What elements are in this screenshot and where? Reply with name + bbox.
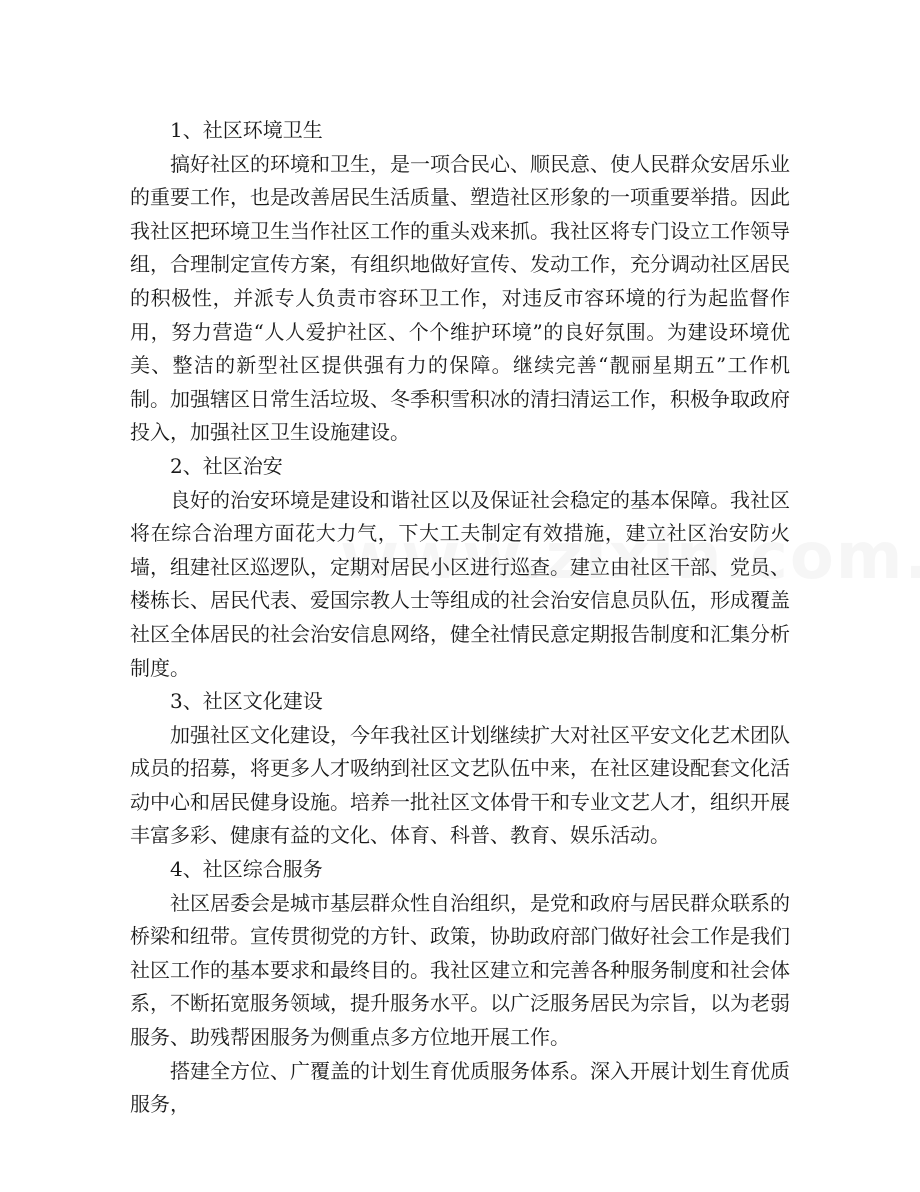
paragraph-culture: 加强社区文化建设，今年我社区计划继续扩大对社区平安文化艺术团队成员的招募，将更多人才吸纳到社区文艺队伍中来，在社区建设配套文化活动中心和居民健身设施。培养一批社区文体骨干和专业文艺人才，组织开展丰富多彩、健康有益的文化、体育、科普、教育、娱乐活动。 — [130, 722, 790, 848]
paragraph-environment: 搞好社区的环境和卫生，是一项合民心、顺民意、使人民群众安居乐业的重要工作，也是改善居民生活质量、塑造社区形象的一项重要举措。因此我社区把环境卫生当作社区工作的重头戏来抓。我社区将专门设立工作领导组，合理制定宣传方案，有组织地做好宣传、发动工作，充分调动社区居民的积极性，并派专人负责市容环卫工作，对违反市容环境的行为起监督作用，努力营造“人人爱护社区、个个维护环境”的良好氛围。为建设环境优美、整洁的新型社区提供强有力的保障。继续完善“靓丽星期五”工作机制。加强辖区日常生活垃圾、冬季积雪积冰的清扫清运工作，积极争取政府投入，加强社区卫生设施建设。 — [130, 151, 790, 445]
section-heading-environment: 1、社区环境卫生 — [170, 118, 323, 142]
paragraph-security: 良好的治安环境是建设和谐社区以及保证社会稳定的基本保障。我社区将在综合治理方面花大力气，下大工夫制定有效措施，建立社区治安防火墙，组建社区巡逻队，定期对居民小区进行巡查。建立由社区干部、党员、楼栋长、居民代表、爱国宗教人士等组成的社会治安信息员队伍，形成覆盖社区全体居民的社会治安信息网络，健全社情民意定期报告制度和汇集分析制度。 — [130, 487, 790, 680]
paragraph-services: 社区居委会是城市基层群众性自治组织，是党和政府与居民群众联系的桥梁和纽带。宣传贯彻党的方针、政策，协助政府部门做好社会工作是我们社区工作的基本要求和最终目的。我社区建立和完善各种服务制度和社会体系，不断拓宽服务领域，提升服务水平。以广泛服务居民为宗旨，以为老弱服务、助残帮困服务为侧重点多方位地开展工作。 — [130, 890, 790, 1050]
section-heading-culture: 3、社区文化建设 — [170, 689, 323, 714]
section-heading-security: 2、社区治安 — [170, 453, 283, 478]
document-body — [130, 114, 790, 1122]
paragraph-family-planning: 搭建全方位、广覆盖的计划生育优质服务体系。深入开展计划生育优质服务， — [130, 1058, 790, 1117]
section-heading-services: 4、社区综合服务 — [170, 857, 323, 882]
